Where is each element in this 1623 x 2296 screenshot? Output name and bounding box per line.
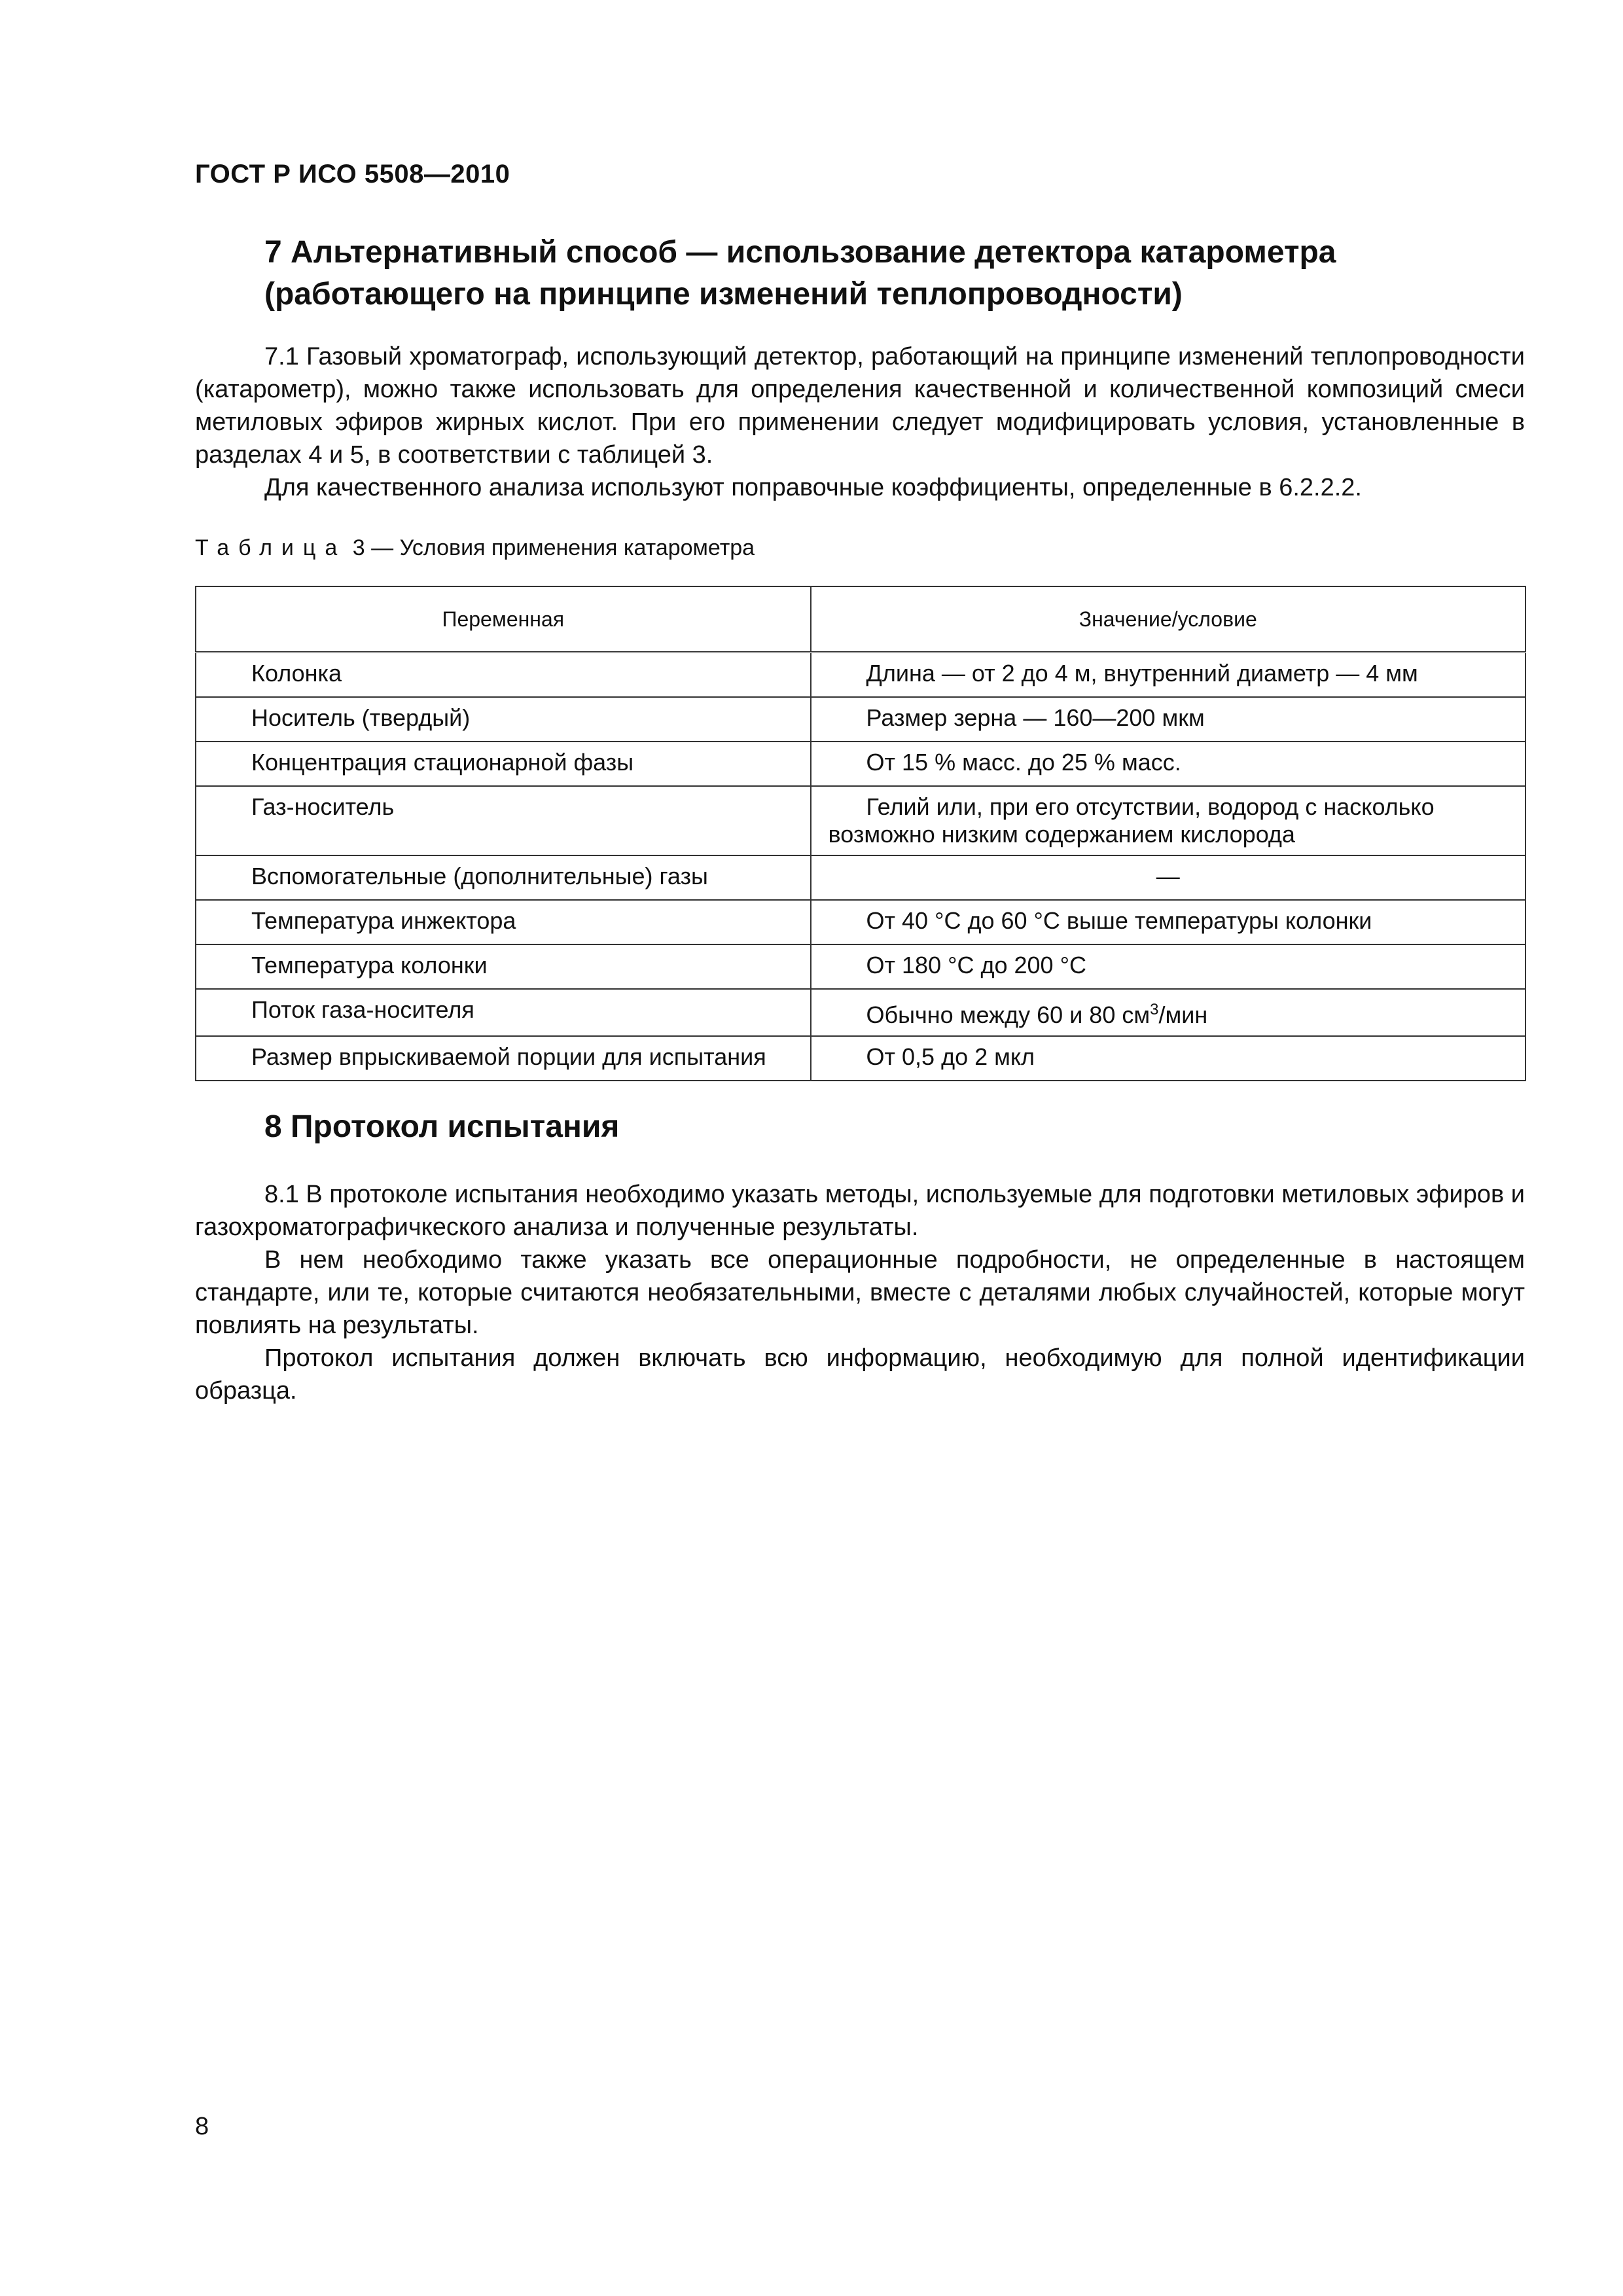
table-header-row [196,586,1525,653]
value-cell: Длина — от 2 до 4 м, внутренний диаметр — 4 мм [811,653,1525,698]
page-number: 8 [195,2113,209,2140]
conditions-table [195,586,1526,1081]
section-7-heading: 7 Альтернативный способ — использование детектора катарометра (работающего на принципе изменений теплопроводности) [264,235,1336,312]
table-caption-text: 3 — Условия применения катарометра [352,535,755,560]
table-row [196,742,1525,786]
value-superscript: 3 [1150,1001,1159,1018]
section-8-body [195,1178,1525,1407]
table-row [196,855,1525,900]
section-7-body [195,340,1525,504]
table-caption-label: Таблица [195,535,347,560]
table-row [196,1036,1525,1081]
table-row [196,653,1525,698]
table-row [196,989,1525,1036]
value-tail: /мин [1158,1001,1208,1028]
value-cell: Размер зерна — 160—200 мкм [811,697,1525,742]
value-cell [811,989,1525,1036]
column-header-value: Значение/условие [811,586,1525,653]
table-row [196,900,1525,944]
paragraph: 7.1 Газовый хроматограф, использующий детектор, работающий на принципе изменений теплопроводности (катарометр), можно также использовать для определения качественной и количественной композиций смеси метиловых эфиров жирных кислот. При его применении следует модифицировать условия, установленные в разделах 4 и 5, в соответствии с таблицей 3. [195,343,1525,469]
variable-cell: Колонка [196,653,811,698]
variable-cell: Носитель (твердый) [196,697,811,742]
value-cell: От 15 % масс. до 25 % масс. [811,742,1525,786]
value-cell: Гелий или, при его отсутствии, водород с насколько возможно низким содержанием кислорода [811,786,1525,855]
variable-cell: Концентрация стационарной фазы [196,742,811,786]
table-row [196,944,1525,989]
section-8-heading: 8 Протокол испытания [264,1109,620,1144]
paragraph: Протокол испытания должен включать всю информацию, необходимую для полной идентификации образца. [195,1344,1525,1405]
paragraph: Для качественного анализа используют поправочные коэффициенты, определенные в 6.2.2.2. [264,474,1362,501]
variable-cell: Вспомогательные (дополнительные) газы [196,855,811,900]
variable-cell: Размер впрыскиваемой порции для испытания [196,1036,811,1081]
paragraph: 8.1 В протоколе испытания необходимо указать методы, используемые для подготовки метиловых эфиров и газохроматографичкеского анализа и полученные результаты. [195,1181,1525,1241]
table-caption [195,535,755,561]
variable-cell: Газ-носитель [196,786,811,855]
document-standard-code: ГОСТ Р ИСО 5508—2010 [195,160,510,188]
variable-cell: Поток газа-носителя [196,989,811,1036]
table-row [196,786,1525,855]
value-cell: От 40 °С до 60 °С выше температуры колонки [811,900,1525,944]
paragraph: В нем необходимо также указать все операционные подробности, не определенные в настоящем стандарте, или те, которые считаются необязательными, вместе с деталями любых случайностей, которые могут повлиять на результаты. [195,1246,1525,1339]
variable-cell: Температура инжектора [196,900,811,944]
variable-cell: Температура колонки [196,944,811,989]
table-row [196,697,1525,742]
value-main: Обычно между 60 и 80 см [866,1001,1150,1028]
value-cell: От 0,5 до 2 мкл [811,1036,1525,1081]
value-cell: От 180 °С до 200 °С [811,944,1525,989]
column-header-variable: Переменная [196,586,811,653]
value-cell: — [811,855,1525,900]
